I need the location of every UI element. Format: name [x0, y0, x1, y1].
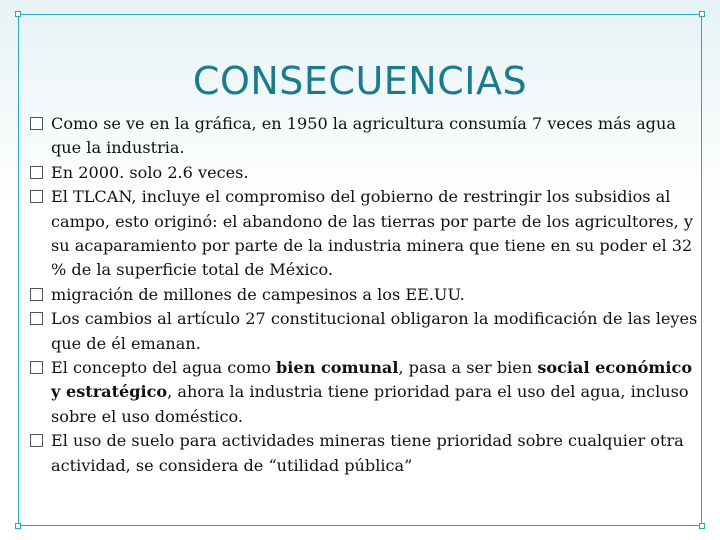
- square-bullet-icon: [30, 361, 43, 374]
- bullet-text: Los cambios al artículo 27 constitucional obligaron la modificación de las leyes que de él emanan.: [51, 309, 698, 353]
- bullet-text: El uso de suelo para actividades mineras tiene prioridad sobre cualquier otra actividad, se considera de “utilidad pública”: [51, 431, 684, 475]
- bullet-item: [30, 283, 700, 307]
- frame-bottom-border: [18, 525, 702, 526]
- bullet-text: , ahora la industria tiene prioridad para el uso del agua, incluso sobre el uso doméstico.: [51, 382, 689, 426]
- frame-corner-ornament: [15, 11, 21, 17]
- frame-corner-ornament: [699, 523, 705, 529]
- square-bullet-icon: [30, 166, 43, 179]
- bullet-text-bold: social económico y estratégico: [51, 358, 693, 402]
- bullet-item: [30, 307, 700, 356]
- slide-title: CONSECUENCIAS: [192, 59, 528, 103]
- bullet-item: [30, 429, 700, 478]
- frame-corner-ornament: [15, 523, 21, 529]
- frame-top-border: [18, 14, 702, 15]
- bullet-item: [30, 356, 700, 429]
- bullet-list: [30, 112, 700, 478]
- bullet-text: El TLCAN, incluye el compromiso del gobierno de restringir los subsidios al campo, esto originó: el abandono de las tierras por parte de los agricultores, y su acaparamiento por parte de la industria minera que tiene en su poder el 32 % de la superficie total de México.: [51, 187, 693, 280]
- square-bullet-icon: [30, 117, 43, 130]
- bullet-text: , pasa a ser bien: [398, 358, 538, 378]
- bullet-item: [30, 112, 700, 161]
- bullet-text: El concepto del agua como: [51, 358, 277, 378]
- square-bullet-icon: [30, 434, 43, 447]
- bullet-text-bold: bien comunal: [276, 358, 399, 378]
- frame-corner-ornament: [699, 11, 705, 17]
- bullet-text: Como se ve en la gráfica, en 1950 la agricultura consumía 7 veces más agua que la industria.: [51, 114, 676, 158]
- bullet-text: En 2000. solo 2.6 veces.: [51, 162, 249, 182]
- bullet-item: [30, 185, 700, 283]
- bullet-item: [30, 161, 700, 185]
- square-bullet-icon: [30, 288, 43, 301]
- bullet-text: migración de millones de campesinos a los EE.UU.: [51, 284, 465, 304]
- square-bullet-icon: [30, 190, 43, 203]
- square-bullet-icon: [30, 312, 43, 325]
